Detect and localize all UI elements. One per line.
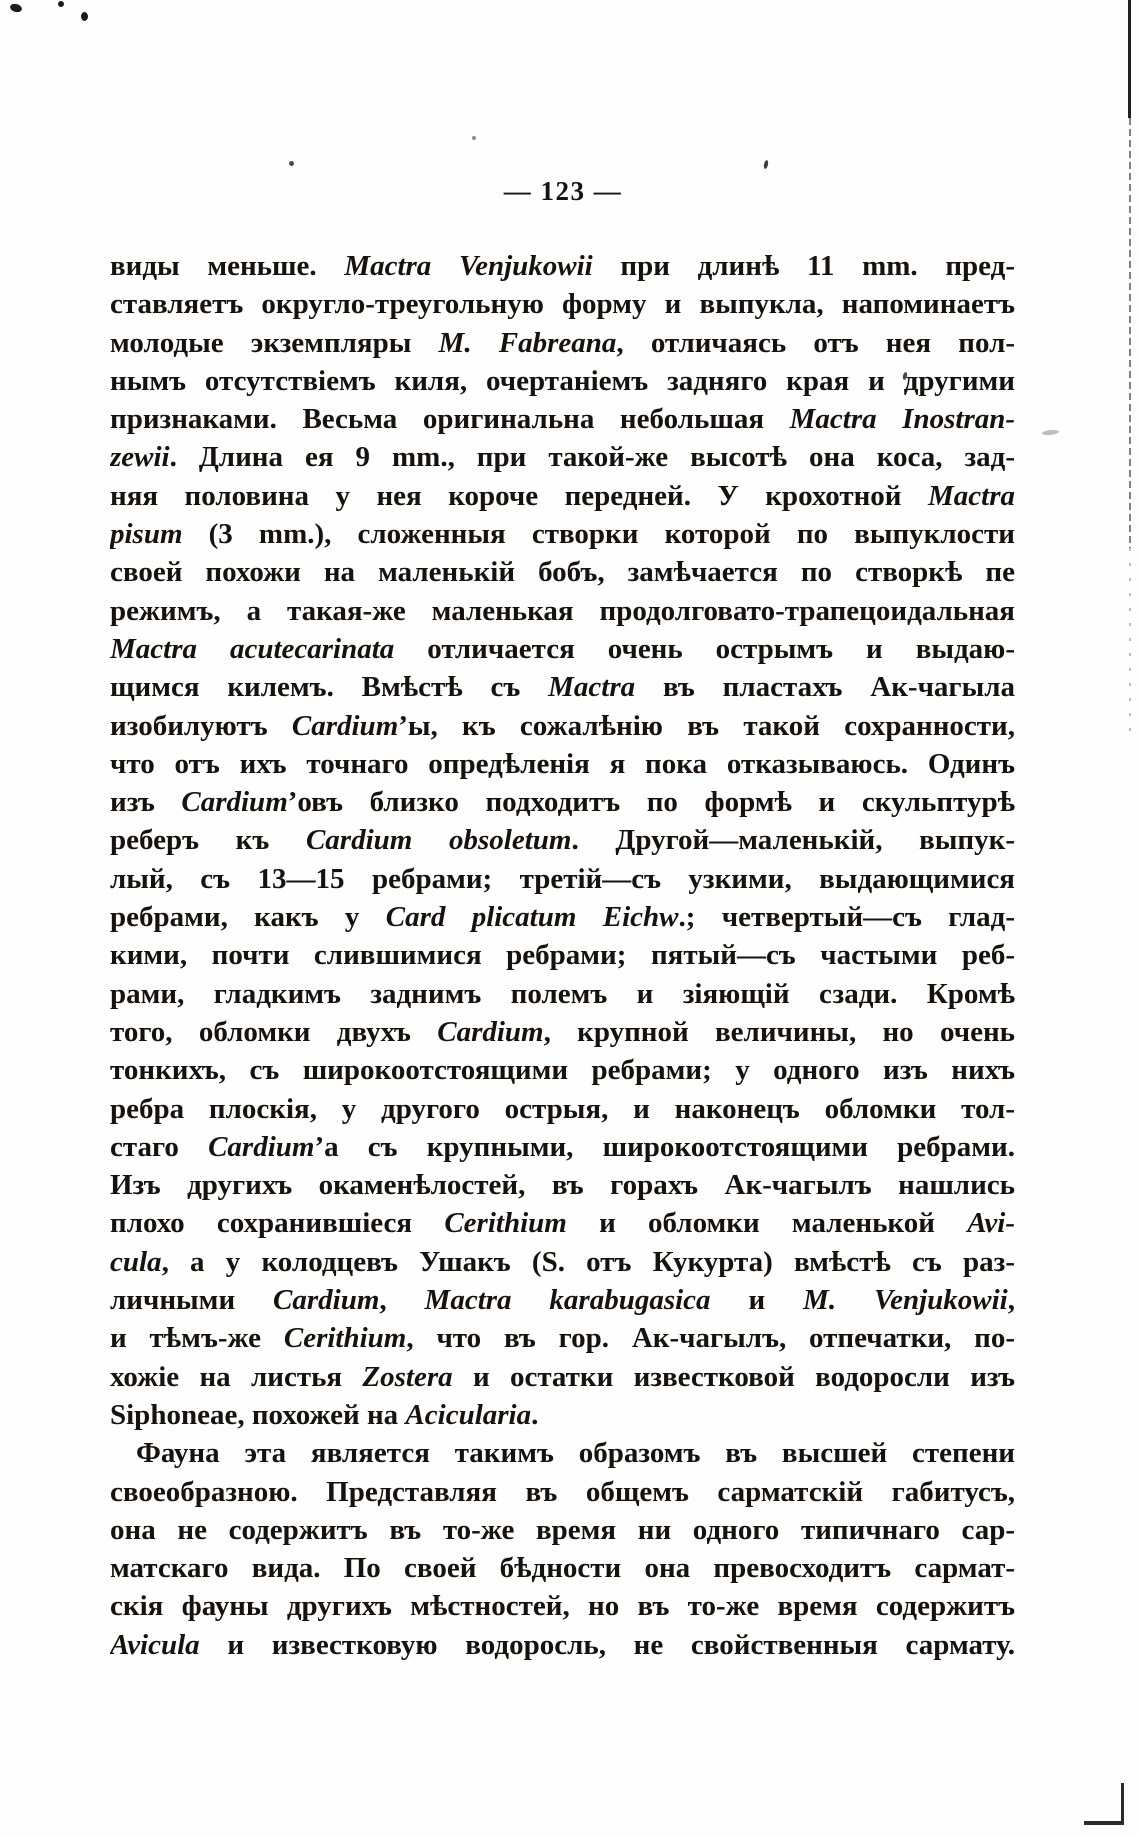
text-segment: плохо сохранившіеся (110, 1207, 445, 1240)
text-line (110, 324, 1015, 362)
text-segment: личными (110, 1284, 274, 1317)
scan-speck (472, 136, 476, 140)
text-segment: Фауна эта является такимъ образомъ въ высшей степени (136, 1437, 1015, 1470)
text-line (110, 1473, 1015, 1511)
scan-speck (9, 3, 23, 14)
text-line (110, 821, 1015, 859)
species-name: Cardium (437, 1015, 544, 1048)
text-segment: и (710, 1284, 804, 1317)
text-line (110, 1319, 1015, 1357)
species-name: Mactra (548, 671, 636, 704)
species-name: M. Venjukowii (803, 1284, 1008, 1317)
text-line (110, 1204, 1015, 1242)
text-segment: стаго (110, 1130, 209, 1163)
text-segment: изобилуютъ (110, 709, 292, 742)
scan-edge-artifact (1129, 548, 1131, 743)
text-segment: скія фауны другихъ мѣстностей, но въ то-же время содержитъ (110, 1590, 1015, 1623)
scan-edge-artifact (1129, 118, 1131, 548)
text-segment: и остатки известковой водоросли изъ (452, 1360, 1015, 1393)
text-line (110, 1166, 1015, 1204)
text-segment: признаками. Весьма оригинальна небольшая (110, 403, 790, 436)
text-segment: своеобразною. Представляя въ общемъ сарматскій габитусъ, (110, 1475, 1015, 1508)
species-name: Cardium (208, 1130, 315, 1163)
text-segment: хожіе на листья (110, 1360, 363, 1393)
text-segment: ребрами, какъ у (110, 901, 386, 934)
text-line (110, 438, 1015, 476)
text-line (110, 1396, 1015, 1434)
text-segment: . Длина ея 9 mm., при такой-же высотѣ она коса, зад- (169, 441, 1015, 474)
species-name: Cerithium (444, 1207, 567, 1240)
text-line (110, 362, 1015, 400)
species-name: cula (110, 1245, 162, 1278)
page-text-block (110, 247, 1015, 1664)
text-line (110, 1587, 1015, 1625)
text-segment: реберъ къ (110, 824, 306, 857)
species-name: Mactra (928, 479, 1015, 512)
species-name: Cardium (181, 786, 288, 819)
species-name: Mactra karabugasica (424, 1284, 711, 1317)
text-line (110, 1281, 1015, 1319)
text-segment: молодые экземпляры (110, 326, 439, 359)
text-line (110, 668, 1015, 706)
text-line (110, 1090, 1015, 1128)
scan-edge-artifact (1128, 0, 1131, 118)
species-name: Cardium (291, 709, 399, 742)
text-line (110, 1549, 1015, 1587)
text-segment: виды меньше. (110, 250, 345, 282)
text-line (110, 553, 1015, 591)
species-name: Cardium obsoletum (305, 824, 572, 857)
species-name: Acicularia (405, 1398, 532, 1431)
text-segment: , (379, 1284, 425, 1317)
text-segment: щимся килемъ. Вмѣстѣ съ (110, 671, 549, 704)
species-name: Card plicatum Eichw (385, 901, 679, 934)
text-segment: что отъ ихъ точнаго опредѣленія я пока отказываюсь. Одинъ (110, 747, 1015, 780)
text-line (110, 975, 1015, 1013)
page-corner-mark (1121, 1783, 1124, 1825)
text-segment: ’ы, къ сожалѣнію въ такой сохранности, (398, 709, 1015, 742)
text-segment: , отличаясь отъ нея пол- (616, 326, 1015, 359)
text-segment: (3 mm.), сложенныя створки которой по выпуклости (182, 518, 1015, 551)
text-segment: няя половина у нея короче передней. У крохотной (110, 479, 928, 512)
text-line (110, 1626, 1015, 1664)
text-line (110, 1243, 1015, 1281)
text-line (110, 592, 1015, 630)
text-segment: изъ (110, 786, 182, 819)
species-name: Mactra Venjukowii (344, 250, 593, 282)
text-segment: тонкихъ, съ широкоотстоящими ребрами; у одного изъ нихъ (110, 1054, 1015, 1087)
text-segment: нымъ отсутствіемъ киля, очертаніемъ задняго края и другими (110, 364, 1015, 397)
text-line (110, 898, 1015, 936)
species-name: Avi- (967, 1207, 1015, 1240)
species-name: Cerithium (283, 1322, 407, 1355)
text-segment: режимъ, а такая-же маленькая продолговато-трапецоидальная (110, 594, 1015, 627)
species-name: M. Fabreana (438, 326, 617, 359)
text-segment: , что въ гор. Ак-чагылъ, отпечатки, по- (406, 1322, 1015, 1355)
text-line (110, 1128, 1015, 1166)
text-line (110, 477, 1015, 515)
text-segment: и обломки маленькой (566, 1207, 968, 1240)
text-line (110, 1013, 1015, 1051)
text-segment: и тѣмъ-же (110, 1322, 284, 1355)
text-segment: . Другой—маленькій, выпук- (571, 824, 1015, 857)
text-line (110, 285, 1015, 323)
text-segment: Siphoneae, похожей на (110, 1398, 406, 1431)
species-name: Mactra acutecarinata (110, 632, 395, 665)
text-line (110, 247, 1015, 285)
scan-speck (763, 160, 769, 170)
text-segment: Изъ другихъ окаменѣлостей, въ горахъ Ак-чагылъ нашлись (110, 1169, 1015, 1202)
text-segment: своей похожи на маленькій бобъ, замѣчается по створкѣ пе (110, 556, 1015, 589)
text-line (110, 1511, 1015, 1549)
text-line (110, 745, 1015, 783)
text-segment: матскаго вида. По своей бѣдности она превосходитъ сармат- (110, 1552, 1015, 1585)
text-line (110, 707, 1015, 745)
text-line (110, 1051, 1015, 1089)
text-segment: .; четвертый—съ глад- (678, 901, 1015, 934)
text-segment: при длинѣ 11 mm. пред- (592, 250, 1015, 282)
text-segment: ’овъ близко подходитъ по формѣ и скульптурѣ (287, 786, 1015, 819)
page-number: — 123 — (503, 176, 623, 206)
text-line (110, 1434, 1015, 1472)
species-name: Cardium (273, 1284, 380, 1317)
species-name: pisum (110, 518, 183, 551)
species-name: Mactra Inostran- (789, 403, 1015, 436)
text-line (110, 630, 1015, 668)
scan-speck (81, 12, 88, 21)
species-name: zewii (110, 441, 170, 474)
text-line (110, 936, 1015, 974)
text-segment: лый, съ 13—15 ребрами; третій—съ узкими, выдающимися (110, 862, 1015, 895)
text-segment: , (1007, 1284, 1015, 1317)
text-segment: ставляетъ округло-треугольную форму и выпукла, напоминаетъ (110, 288, 1015, 321)
text-line (110, 515, 1015, 553)
text-line (110, 1358, 1015, 1396)
text-segment: того, обломки двухъ (110, 1015, 438, 1048)
page-corner-mark (1084, 1821, 1124, 1825)
text-segment: въ пластахъ Ак-чагыла (635, 671, 1015, 704)
scan-speck (289, 161, 294, 166)
species-name: Avicula (110, 1628, 200, 1661)
text-segment: . (531, 1398, 539, 1431)
species-name: Zostera (362, 1360, 453, 1393)
text-segment: , крупной величины, но очень (543, 1015, 1015, 1048)
text-line (110, 860, 1015, 898)
text-line (110, 783, 1015, 821)
text-line (110, 400, 1015, 438)
scan-smudge (1042, 429, 1059, 436)
text-segment: ’а съ крупными, широкоотстоящими ребрами. (314, 1130, 1015, 1163)
text-segment: рами, гладкимъ заднимъ полемъ и зіяющій сзади. Кромѣ (110, 977, 1015, 1010)
text-segment: она не содержитъ въ то-же время ни одного типичнаго сар- (110, 1513, 1015, 1546)
text-segment: , а у колодцевъ Ушакъ (S. отъ Кукурта) вмѣстѣ съ раз- (161, 1245, 1015, 1278)
scan-speck (58, 1, 64, 7)
text-segment: отличается очень острымъ и выдаю- (394, 632, 1015, 665)
text-segment: и известковую водоросль, не свойственныя сармату. (199, 1628, 1015, 1661)
text-segment: кими, почти слившимися ребрами; пятый—съ частыми реб- (110, 939, 1015, 972)
text-segment: ребра плоскія, у другого острыя, и наконецъ обломки тол- (110, 1092, 1015, 1125)
